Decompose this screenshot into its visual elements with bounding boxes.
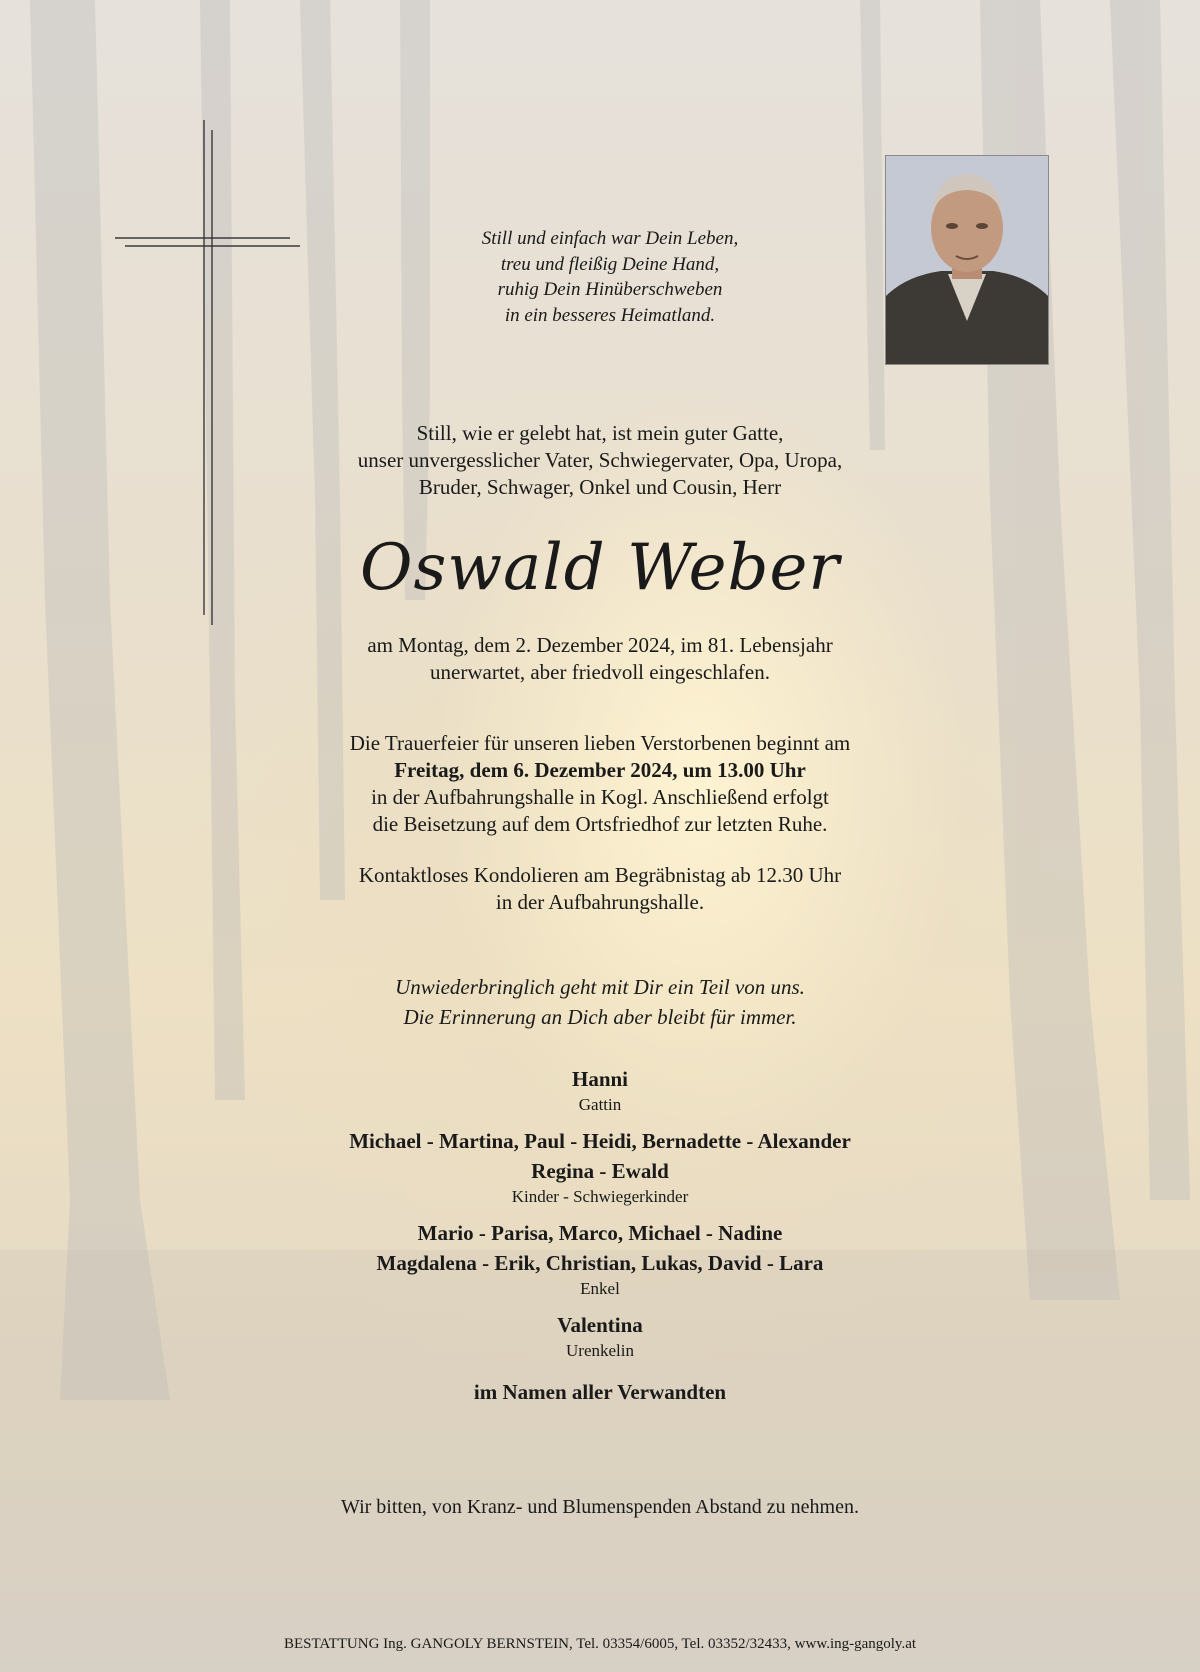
- death-line: am Montag, dem 2. Dezember 2024, im 81. Lebensjahr: [367, 633, 833, 657]
- flower-request: Wir bitten, von Kranz- und Blumenspenden Abstand zu nehmen.: [341, 1496, 859, 1518]
- mourner-group: [0, 1064, 1200, 1116]
- poem-line: treu und fleißig Deine Hand,: [500, 253, 720, 275]
- mourner-role: Urenkelin: [566, 1341, 634, 1360]
- mourner-group: [0, 1218, 1200, 1300]
- poem-line: ruhig Dein Hinüberschweben: [497, 279, 723, 300]
- mourner-names: Regina - Ewald: [531, 1159, 669, 1183]
- poem-line: Still und einfach war Dein Leben,: [481, 228, 739, 249]
- ceremony-date: Freitag, dem 6. Dezember 2024, um 13.00 Uhr: [394, 758, 806, 782]
- intro-line: Still, wie er gelebt hat, ist mein guter Gatte,: [416, 421, 784, 445]
- mourner-names: Valentina: [557, 1313, 643, 1337]
- intro-line: unser unvergesslicher Vater, Schwiegervater, Opa, Uropa,: [357, 448, 843, 472]
- deceased-name: Oswald Weber: [360, 531, 840, 605]
- ceremony-info: [0, 730, 1200, 838]
- mourner-names: Mario - Parisa, Marco, Michael - Nadine: [417, 1221, 783, 1245]
- poem-line: in ein besseres Heimatland.: [504, 304, 716, 326]
- memorial-quote: [0, 972, 1200, 1032]
- death-line: unerwartet, aber friedvoll eingeschlafen.: [430, 660, 770, 684]
- funeral-home-footer: BESTATTUNG Ing. GANGOLY BERNSTEIN, Tel. 03354/6005, Tel. 03352/32433, www.ing-gangoly.at: [283, 1636, 917, 1652]
- condolence-info: [0, 862, 1200, 916]
- portrait-photo: [885, 155, 1049, 365]
- condolence-line: in der Aufbahrungshalle.: [495, 890, 705, 914]
- mourner-role: Kinder - Schwiegerkinder: [511, 1187, 689, 1206]
- mourners-list: [0, 1064, 1200, 1372]
- mourner-group: [0, 1310, 1200, 1362]
- condolence-line: Kontaktloses Kondolieren am Begräbnistag ab 12.30 Uhr: [358, 863, 842, 887]
- mourner-group: [0, 1126, 1200, 1208]
- closing-line: im Namen aller Verwandten: [473, 1380, 727, 1404]
- ceremony-detail: die Beisetzung auf dem Ortsfriedhof zur letzten Ruhe.: [372, 812, 828, 836]
- mourner-names: Hanni: [571, 1067, 629, 1091]
- mourner-names: Magdalena - Erik, Christian, Lukas, David - Lara: [376, 1251, 824, 1275]
- intro-line: Bruder, Schwager, Onkel und Cousin, Herr: [418, 475, 782, 499]
- memorial-poem: [412, 226, 808, 328]
- death-notice: [0, 632, 1200, 686]
- mourner-role: Gattin: [578, 1095, 622, 1114]
- mourner-role: Enkel: [580, 1279, 620, 1298]
- quote-line: Die Erinnerung an Dich aber bleibt für immer.: [403, 1005, 797, 1029]
- ceremony-intro: Die Trauerfeier für unseren lieben Verstorbenen beginnt am: [349, 731, 851, 755]
- quote-line: Unwiederbringlich geht mit Dir ein Teil von uns.: [395, 975, 805, 999]
- intro-text: [0, 420, 1200, 501]
- ceremony-detail: in der Aufbahrungshalle in Kogl. Anschließend erfolgt: [371, 785, 829, 809]
- mourner-names: Michael - Martina, Paul - Heidi, Bernadette - Alexander: [349, 1129, 851, 1153]
